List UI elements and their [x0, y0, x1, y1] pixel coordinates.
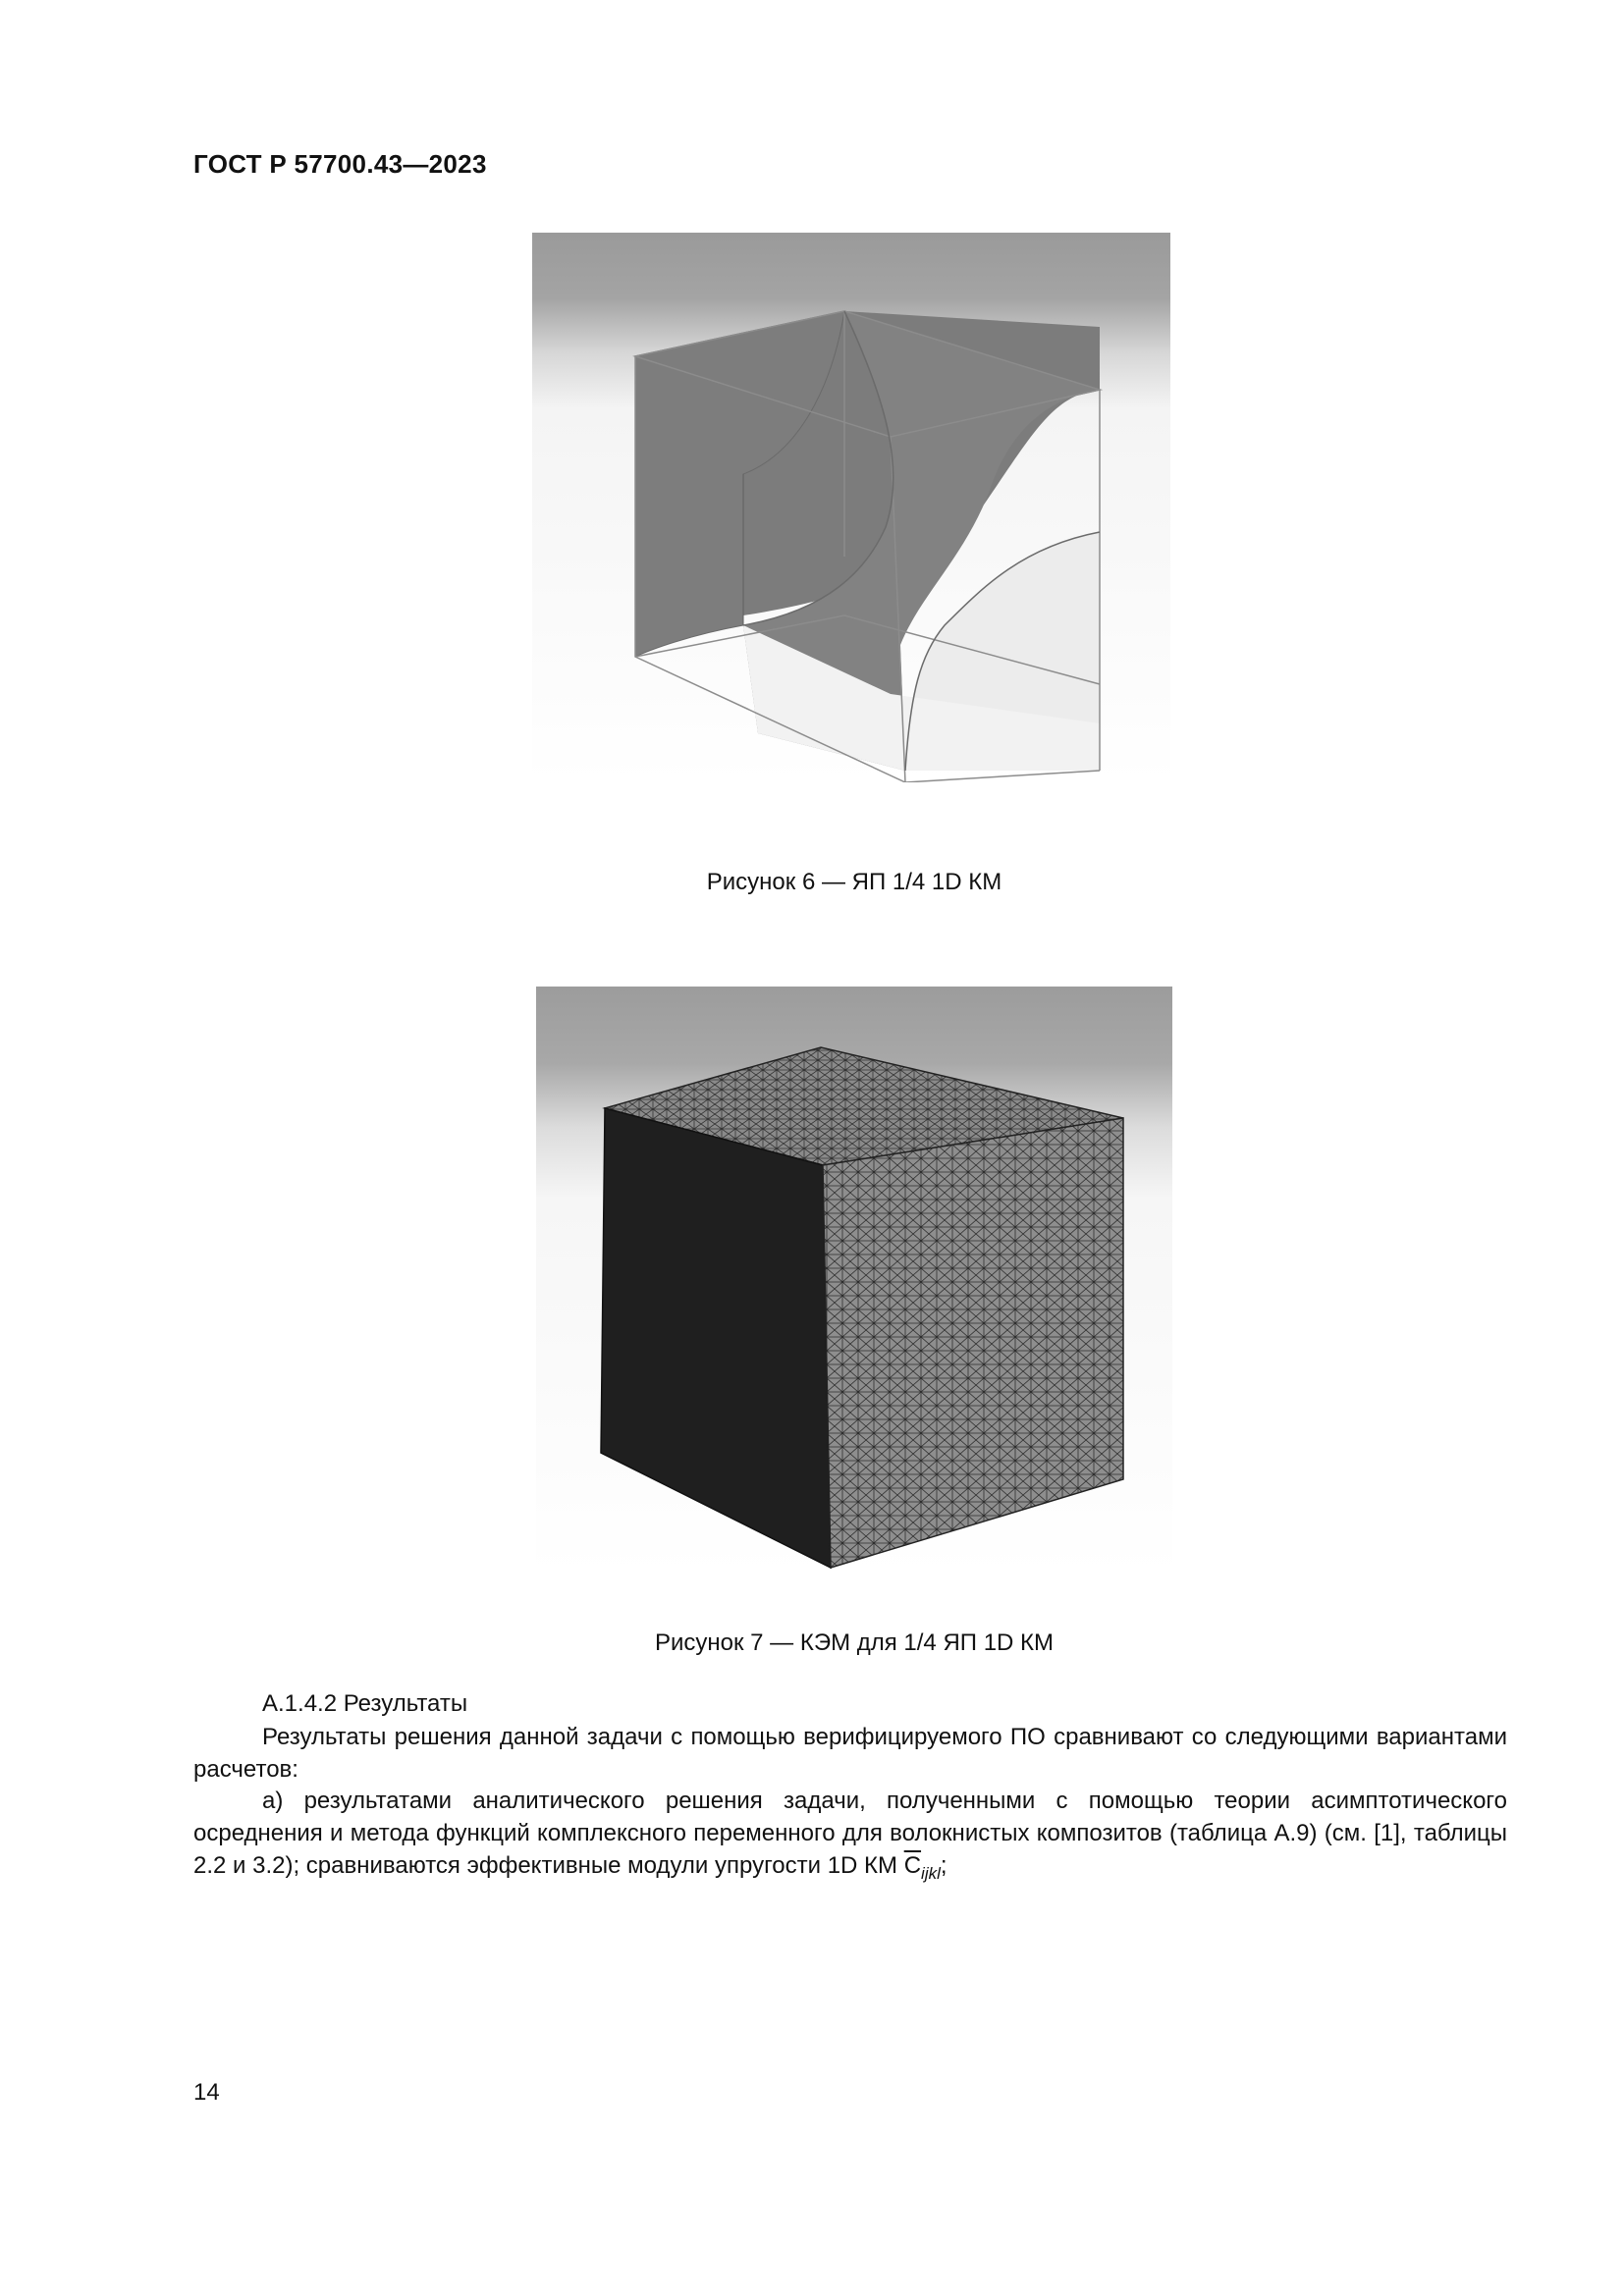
elastic-moduli-subscript: ijkl — [921, 1864, 941, 1883]
elastic-moduli-symbol: $\overline{C}$ — [903, 1852, 922, 1879]
section-title: А.1.4.2 Результаты — [262, 1690, 468, 1717]
figure-6-unit-cell — [532, 233, 1170, 782]
paragraph-2 — [193, 1785, 1507, 1890]
paragraph-results-intro — [193, 1721, 1507, 1786]
paragraph-2-end: ; — [940, 1852, 947, 1879]
paragraph-2-text: а) результатами аналитического решения задачи, полученными с помощью теории асимптотического осреднения и метода функций комплексного переменного для волокнистых композитов (таблица А.9) (см. [1], таблицы 2.2 и 3.2); сравниваются эффективные модули упругости 1D КМ — [193, 1788, 1507, 1879]
paragraph-analytical-solution — [193, 1785, 1507, 1890]
figure-6-caption: Рисунок 6 — ЯП 1/4 1D КМ — [706, 869, 1002, 895]
figure-7-fe-mesh — [536, 987, 1172, 1575]
paragraph-1-text: Результаты решения данной задачи с помощью верифицируемого ПО сравнивают со следующими вариантами расчетов: — [193, 1724, 1507, 1783]
page-number: 14 — [193, 2079, 220, 2106]
document-header: ГОСТ Р 57700.43—2023 — [193, 149, 487, 179]
figure-7-caption: Рисунок 7 — КЭМ для 1/4 ЯП 1D КМ — [654, 1629, 1055, 1656]
